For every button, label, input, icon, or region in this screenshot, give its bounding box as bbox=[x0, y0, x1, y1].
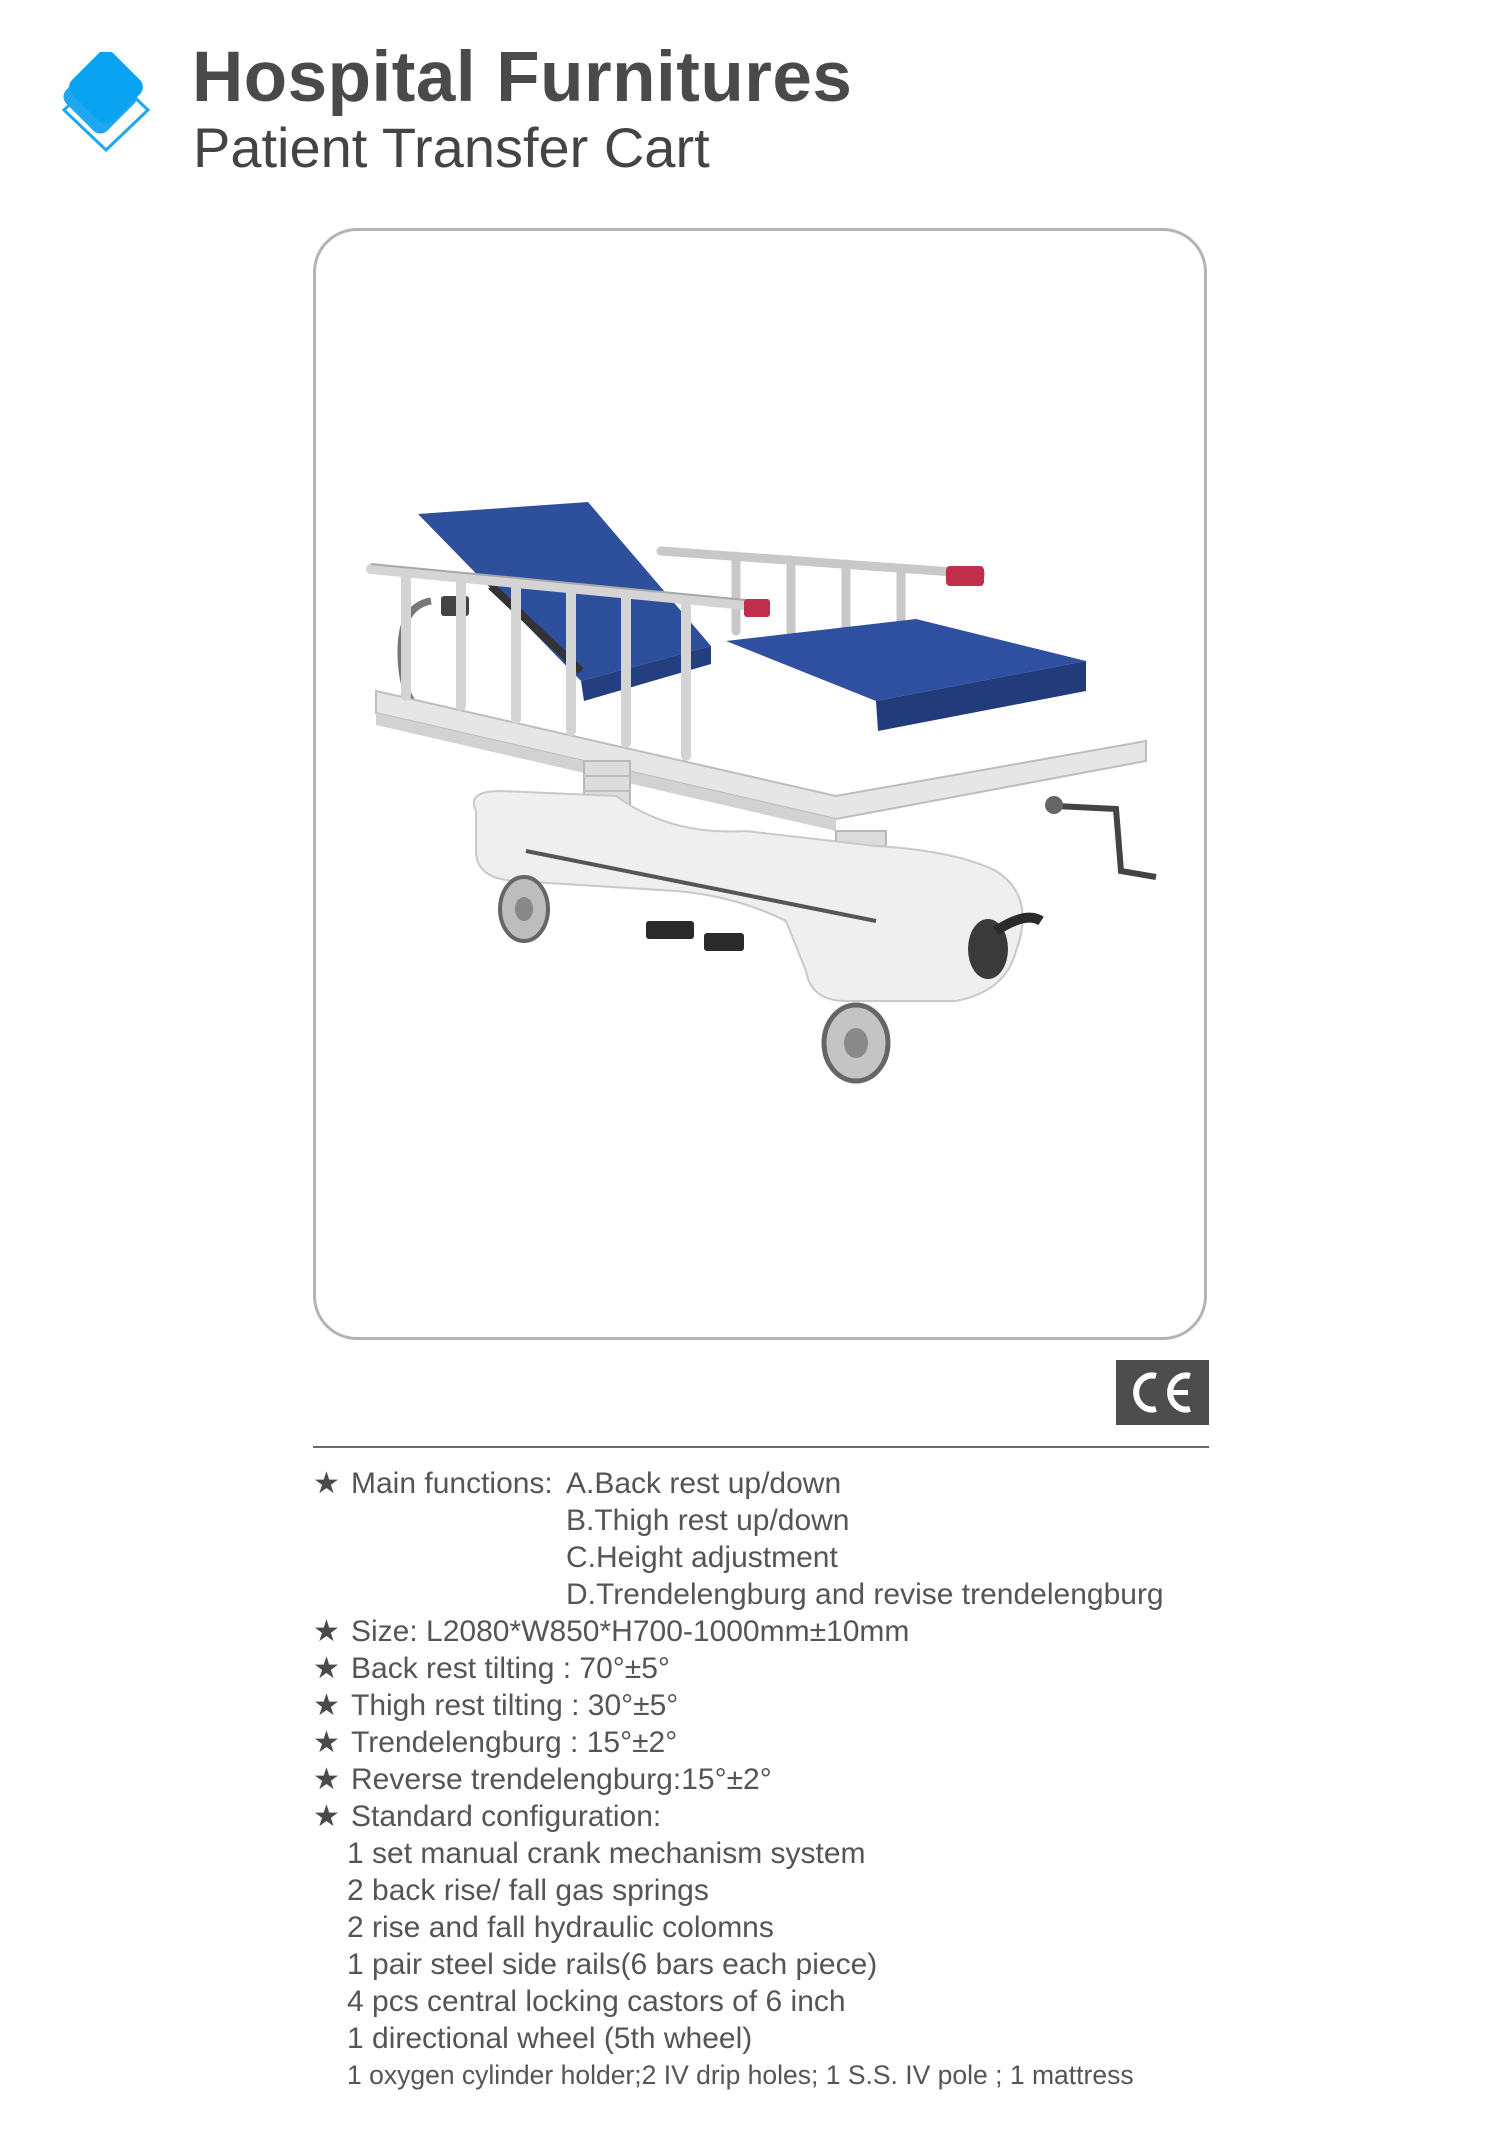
thigh-rest-text: Thigh rest tilting : 30°±5° bbox=[351, 1689, 679, 1722]
config-item-text: 1 directional wheel (5th wheel) bbox=[347, 2022, 753, 2055]
star-icon: ★ bbox=[313, 1652, 340, 1685]
section-divider bbox=[313, 1446, 1209, 1448]
page-subtitle: Patient Transfer Cart bbox=[193, 116, 710, 179]
size-text: Size: L2080*W850*H700-1000mm±10mm bbox=[351, 1615, 910, 1648]
star-icon: ★ bbox=[313, 1689, 340, 1722]
ce-mark-icon bbox=[1116, 1360, 1209, 1425]
main-function-item: B.Thigh rest up/down bbox=[566, 1504, 850, 1537]
back-rest-text: Back rest tilting : 70°±5° bbox=[351, 1652, 670, 1685]
config-item-text: 4 pcs central locking castors of 6 inch bbox=[347, 1985, 846, 2018]
config-item-text: 1 set manual crank mechanism system bbox=[347, 1837, 866, 1870]
reverse-trendelenburg-text: Reverse trendelengburg:15°±2° bbox=[351, 1763, 772, 1796]
config-item-text: 2 back rise/ fall gas springs bbox=[347, 1874, 709, 1907]
config-item-text: 1 pair steel side rails(6 bars each piece) bbox=[347, 1948, 878, 1981]
main-function-item: D.Trendelengburg and revise trendelengburg bbox=[566, 1578, 1164, 1611]
star-icon: ★ bbox=[313, 1800, 340, 1833]
main-functions-label: Main functions: bbox=[351, 1467, 553, 1500]
star-icon: ★ bbox=[313, 1467, 340, 1500]
star-icon: ★ bbox=[313, 1615, 340, 1648]
star-icon: ★ bbox=[313, 1726, 340, 1759]
blue-diamond-icon bbox=[56, 52, 156, 162]
main-function-item: C.Height adjustment bbox=[566, 1541, 838, 1574]
star-icon: ★ bbox=[313, 1763, 340, 1796]
standard-configuration-label: Standard configuration: bbox=[351, 1800, 662, 1833]
product-image-frame bbox=[313, 228, 1207, 1340]
config-item-text: 1 oxygen cylinder holder;2 IV drip holes; 1 S.S. IV pole ; 1 mattress bbox=[347, 2060, 1134, 2090]
config-item-text: 2 rise and fall hydraulic colomns bbox=[347, 1911, 774, 1944]
patient-transfer-cart-photo bbox=[316, 231, 1207, 1340]
main-function-item: A.Back rest up/down bbox=[566, 1467, 842, 1500]
trendelenburg-text: Trendelengburg : 15°±2° bbox=[351, 1726, 678, 1759]
page-title: Hospital Furnitures bbox=[192, 38, 853, 117]
